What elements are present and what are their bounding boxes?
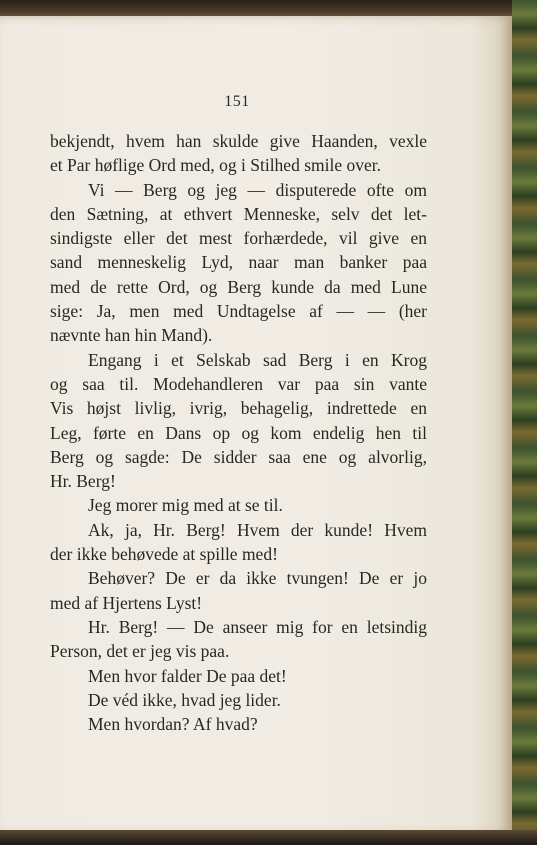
text-line: Person, det er jeg vis paa. <box>50 641 230 662</box>
text-line: sand menneskelig Lyd, naar man banker paa <box>50 252 427 273</box>
text-line: bekjendt, hvem han skulde give Haanden, vexle <box>50 131 427 151</box>
text-line: den Sætning, at ethvert Menneske, selv det let- <box>50 203 427 224</box>
text-line: Vi — Berg og jeg — disputerede ofte om <box>88 179 427 200</box>
text-line: Engang i et Selskab sad Berg i en Krog <box>88 349 427 370</box>
text-line: der ikke behøvede at spille med! <box>50 544 278 565</box>
text-line: Ak, ja, Hr. Berg! Hvem der kunde! Hvem <box>88 519 427 540</box>
page-number: 151 <box>224 93 250 110</box>
text-line: nævnte han hin Mand). <box>50 325 213 346</box>
text-line: Hr. Berg! — De anseer mig for en letsindig <box>88 616 427 637</box>
text-line: et Par høflige Ord med, og i Stilhed smile over. <box>50 155 381 176</box>
book-bottom-edge <box>0 830 537 845</box>
text-line: Behøver? De er da ikke tvungen! De er jo <box>88 568 427 589</box>
text-line: Leg, førte en Dans op og kom endelig hen til <box>50 422 427 443</box>
text-line: Jeg morer mig med at se til. <box>88 495 283 516</box>
text-line: med af Hjertens Lyst! <box>50 592 203 613</box>
text-line: Men hvordan? Af hvad? <box>88 714 258 735</box>
book-spine-edge <box>512 0 537 845</box>
page-sheet <box>0 16 512 834</box>
text-line: og saa til. Modehandleren var paa sin vante <box>50 373 427 394</box>
text-line: De véd ikke, hvad jeg lider. <box>88 689 281 710</box>
text-line: Hr. Berg! <box>50 471 116 492</box>
text-line: Berg og sagde: De sidder saa ene og alvorlig, <box>50 446 427 467</box>
text-line: Vis højst livlig, ivrig, behagelig, indrettede en <box>50 398 427 419</box>
text-line: med de rette Ord, og Berg kunde da med Lune <box>50 276 427 297</box>
text-line: sindigste eller det mest forhærdede, vil give en <box>50 228 427 249</box>
text-line: Men hvor falder De paa det! <box>88 665 287 686</box>
text-line: sige: Ja, men med Undtagelse af — — (her <box>50 301 427 322</box>
body-text <box>50 129 427 736</box>
